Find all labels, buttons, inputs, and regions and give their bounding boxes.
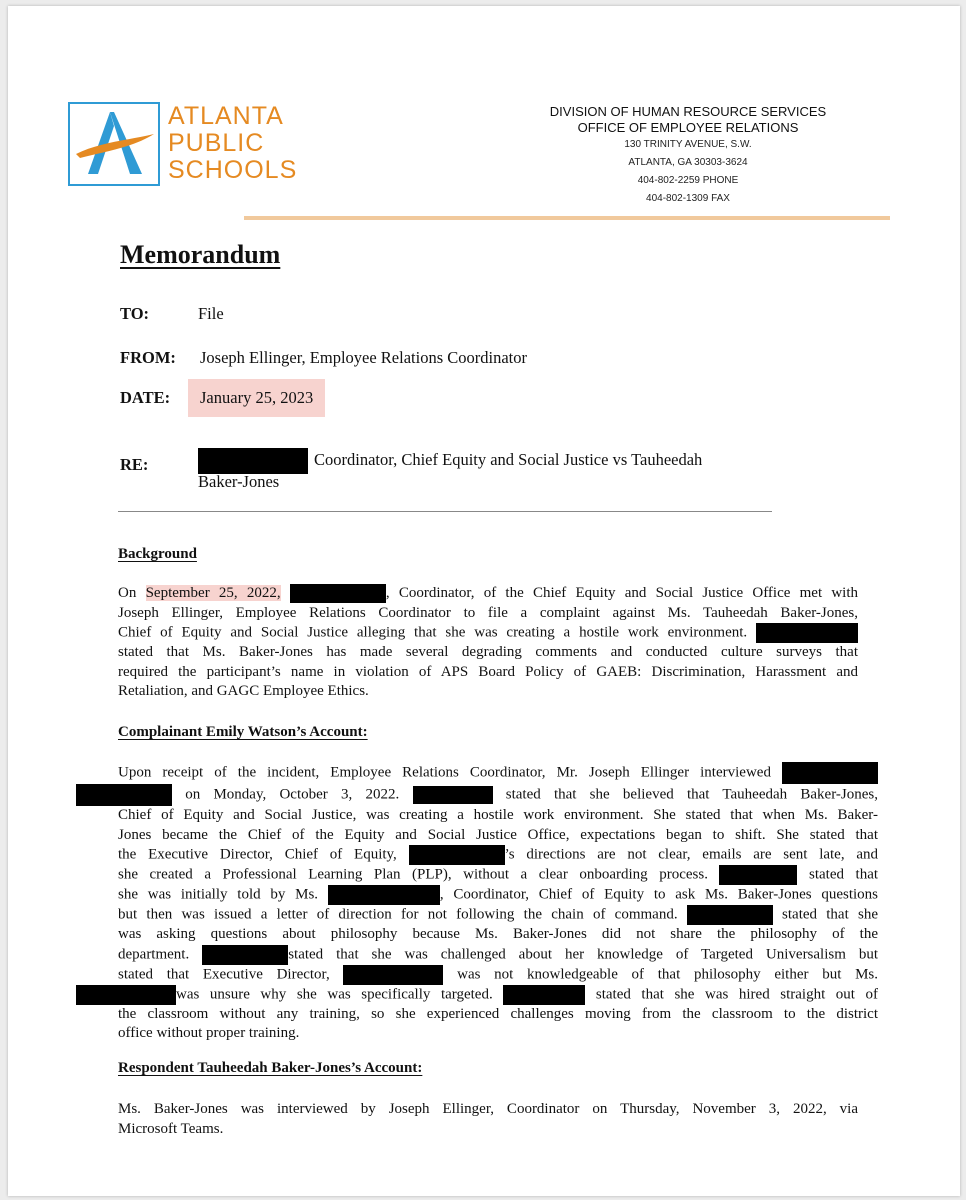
text-run: department. <box>118 945 190 962</box>
letterhead-address <box>548 104 828 208</box>
redaction-block <box>409 845 505 865</box>
re-line-1 <box>198 448 702 474</box>
redaction-block <box>503 985 585 1005</box>
text-line: Joseph Ellinger, Employee Relations Coordinator to file a complaint against Ms. Tauheedah Baker-Jones, <box>118 604 858 621</box>
text-run: was not knowledgeable of that philosophy either but Ms. <box>457 965 879 982</box>
redaction-block <box>782 762 878 784</box>
text-run: Chief of Equity and Social Justice alleging that she was creating a hostile work environment. <box>118 624 748 641</box>
text-line: was asking questions about philosophy because Ms. Baker-Jones did not share the philosophy of the <box>118 926 878 942</box>
background-paragraph <box>118 584 858 702</box>
header-divider <box>244 216 890 220</box>
fax-number: 404-802-1309 FAX <box>646 193 730 204</box>
redaction-block <box>413 786 493 804</box>
logo-wordmark <box>168 103 297 184</box>
text-line: Microsoft Teams. <box>118 1120 224 1137</box>
redaction-block <box>202 945 288 965</box>
text-run: stated that <box>809 866 879 883</box>
text-line <box>118 905 878 925</box>
aps-logo-icon <box>68 102 160 186</box>
text-line <box>118 885 878 905</box>
text-line <box>118 965 878 985</box>
text-line <box>76 985 878 1005</box>
redaction-block <box>719 865 797 885</box>
text-line <box>76 784 878 806</box>
highlighted-date: September 25, 2022, <box>145 585 281 601</box>
redaction-block <box>756 623 858 643</box>
text-line: required the participant’s name in violation of APS Board Policy of GAEB: Discrimination, Harassment and <box>118 663 858 680</box>
text-run: she created a Professional Learning Plan (PLP), without a clear onboarding process. <box>118 866 708 883</box>
text-run: stated that she believed that Tauheedah Baker-Jones, <box>505 786 878 803</box>
respondent-heading: Respondent Tauheedah Baker-Jones’s Account: <box>118 1060 423 1076</box>
complainant-paragraph <box>76 762 878 1044</box>
phone-number: 404-802-2259 PHONE <box>637 175 739 186</box>
re-line-2: Baker-Jones <box>198 472 280 491</box>
redaction-block <box>290 584 386 603</box>
respondent-paragraph <box>118 1100 858 1139</box>
memo-title: Memorandum <box>120 240 281 269</box>
text-run: she was initially told by Ms. <box>118 886 319 903</box>
date-label: DATE: <box>120 388 171 407</box>
to-label: TO: <box>120 304 150 323</box>
from-label: FROM: <box>120 348 176 367</box>
text-run: was unsure why she was specifically targeted. <box>176 985 493 1002</box>
re-label: RE: <box>120 455 149 474</box>
date-value: January 25, 2023 <box>188 379 325 417</box>
text-line <box>118 865 878 885</box>
redaction-block <box>198 448 308 474</box>
logo-line-1: ATLANTA <box>168 102 284 130</box>
text-run: stated that Executive Director, <box>118 965 330 982</box>
text-run: but then was issued a letter of direction for not following the chain of command. <box>118 906 678 923</box>
to-value: File <box>198 304 224 323</box>
redaction-block <box>343 965 443 985</box>
logo-line-3: SCHOOLS <box>168 156 298 184</box>
text-line: the classroom without any training, so she experienced challenges moving from the classroom to the district <box>118 1005 878 1022</box>
text-line <box>118 762 878 784</box>
text-run: , Coordinator, of the Chief Equity and Social Justice Office met with <box>385 585 859 601</box>
text-line: Chief of Equity and Social Justice, was creating a hostile work environment. She stated that when Ms. Baker- <box>118 807 878 823</box>
from-value: Joseph Ellinger, Employee Relations Coordinator <box>200 348 527 367</box>
text-line: stated that Ms. Baker-Jones has made several degrading comments and conducted culture surveys that <box>118 644 858 660</box>
text-line: Retaliation, and GAGC Employee Ethics. <box>118 683 369 699</box>
division-name: DIVISION OF HUMAN RESOURCE SERVICES <box>549 104 827 119</box>
text-line <box>118 584 858 604</box>
memo-page <box>8 6 960 1196</box>
redaction-block <box>687 905 773 925</box>
address-line-1: 130 TRINITY AVENUE, S.W. <box>624 139 752 150</box>
address-line-2: ATLANTA, GA 30303-3624 <box>628 157 748 168</box>
text-run: , Coordinator, Chief of Equity to ask Ms. Baker-Jones questions <box>439 886 878 903</box>
background-heading: Background <box>118 546 197 562</box>
section-divider <box>118 511 772 512</box>
text-line: office without proper training. <box>118 1025 300 1041</box>
complainant-heading: Complainant Emily Watson’s Account: <box>118 724 368 740</box>
redaction-block <box>328 885 440 905</box>
text-run: stated that she <box>782 906 878 923</box>
text-line: Jones became the Chief of the Equity and Social Justice Office, expectations began to shift. She stated that <box>118 826 878 843</box>
office-name: OFFICE OF EMPLOYEE RELATIONS <box>577 120 799 135</box>
text-run: the Executive Director, Chief of Equity, <box>118 846 397 863</box>
redaction-block <box>76 985 176 1005</box>
text-run: ’s directions are not clear, emails are sent late, and <box>504 846 879 863</box>
logo-line-2: PUBLIC <box>168 129 265 157</box>
text-run: on Monday, October 3, 2022. <box>185 786 400 803</box>
re-text-1: Coordinator, Chief Equity and Social Justice vs Tauheedah <box>314 449 703 469</box>
redaction-block <box>76 784 172 806</box>
text-line <box>118 845 878 865</box>
text-line: Ms. Baker-Jones was interviewed by Joseph Ellinger, Coordinator on Thursday, November 3, 2022, via <box>118 1101 858 1117</box>
text-run: On <box>118 585 146 601</box>
text-line <box>118 623 858 643</box>
text-line <box>118 945 878 965</box>
text-run: Upon receipt of the incident, Employee Relations Coordinator, Mr. Joseph Ellinger interviewed <box>118 764 771 781</box>
text-run: stated that she was challenged about her knowledge of Targeted Universalism but <box>288 945 879 962</box>
text-run: stated that she was hired straight out of <box>595 985 879 1002</box>
